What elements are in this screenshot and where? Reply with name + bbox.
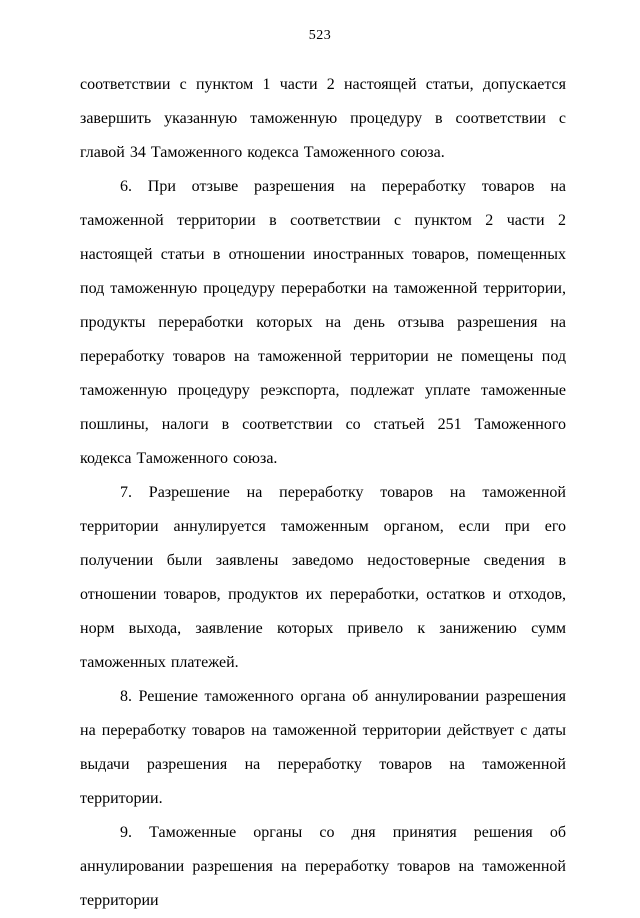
page-number: 523 [308, 28, 332, 43]
document-body [80, 68, 566, 918]
paragraph-clause-7: 7. Разрешение на переработку товаров на таможенной территории аннулируется таможенным органом, если при его получении были заявлены заведомо недостоверные сведения в отношении товаров, продуктов их переработки, остатков и отходов, норм выхода, заявление которых привело к занижению сумм таможенных платежей. [80, 484, 566, 671]
paragraph-clause-9: 9. Таможенные органы со дня принятия решения об аннулировании разрешения на переработку товаров на таможенной территории [80, 824, 566, 909]
paragraph-clause-8: 8. Решение таможенного органа об аннулировании разрешения на переработку товаров на таможенной территории действует с даты выдачи разрешения на переработку товаров на таможенной территории. [80, 688, 566, 807]
paragraph-continuation: соответствии с пунктом 1 части 2 настоящей статьи, допускается завершить указанную таможенную процедуру в соответствии с главой 34 Таможенного кодекса Таможенного союза. [80, 76, 566, 161]
paragraph-clause-6: 6. При отзыве разрешения на переработку товаров на таможенной территории в соответствии с пунктом 2 части 2 настоящей статьи в отношении иностранных товаров, помещенных под таможенную процедуру переработки на таможенной территории, продукты переработки которых на день отзыва разрешения на переработку товаров на таможенной территории не помещены под таможенную процедуру реэкспорта, подлежат уплате таможенные пошлины, налоги в соответствии со статьей 251 Таможенного кодекса Таможенного союза. [80, 178, 566, 467]
